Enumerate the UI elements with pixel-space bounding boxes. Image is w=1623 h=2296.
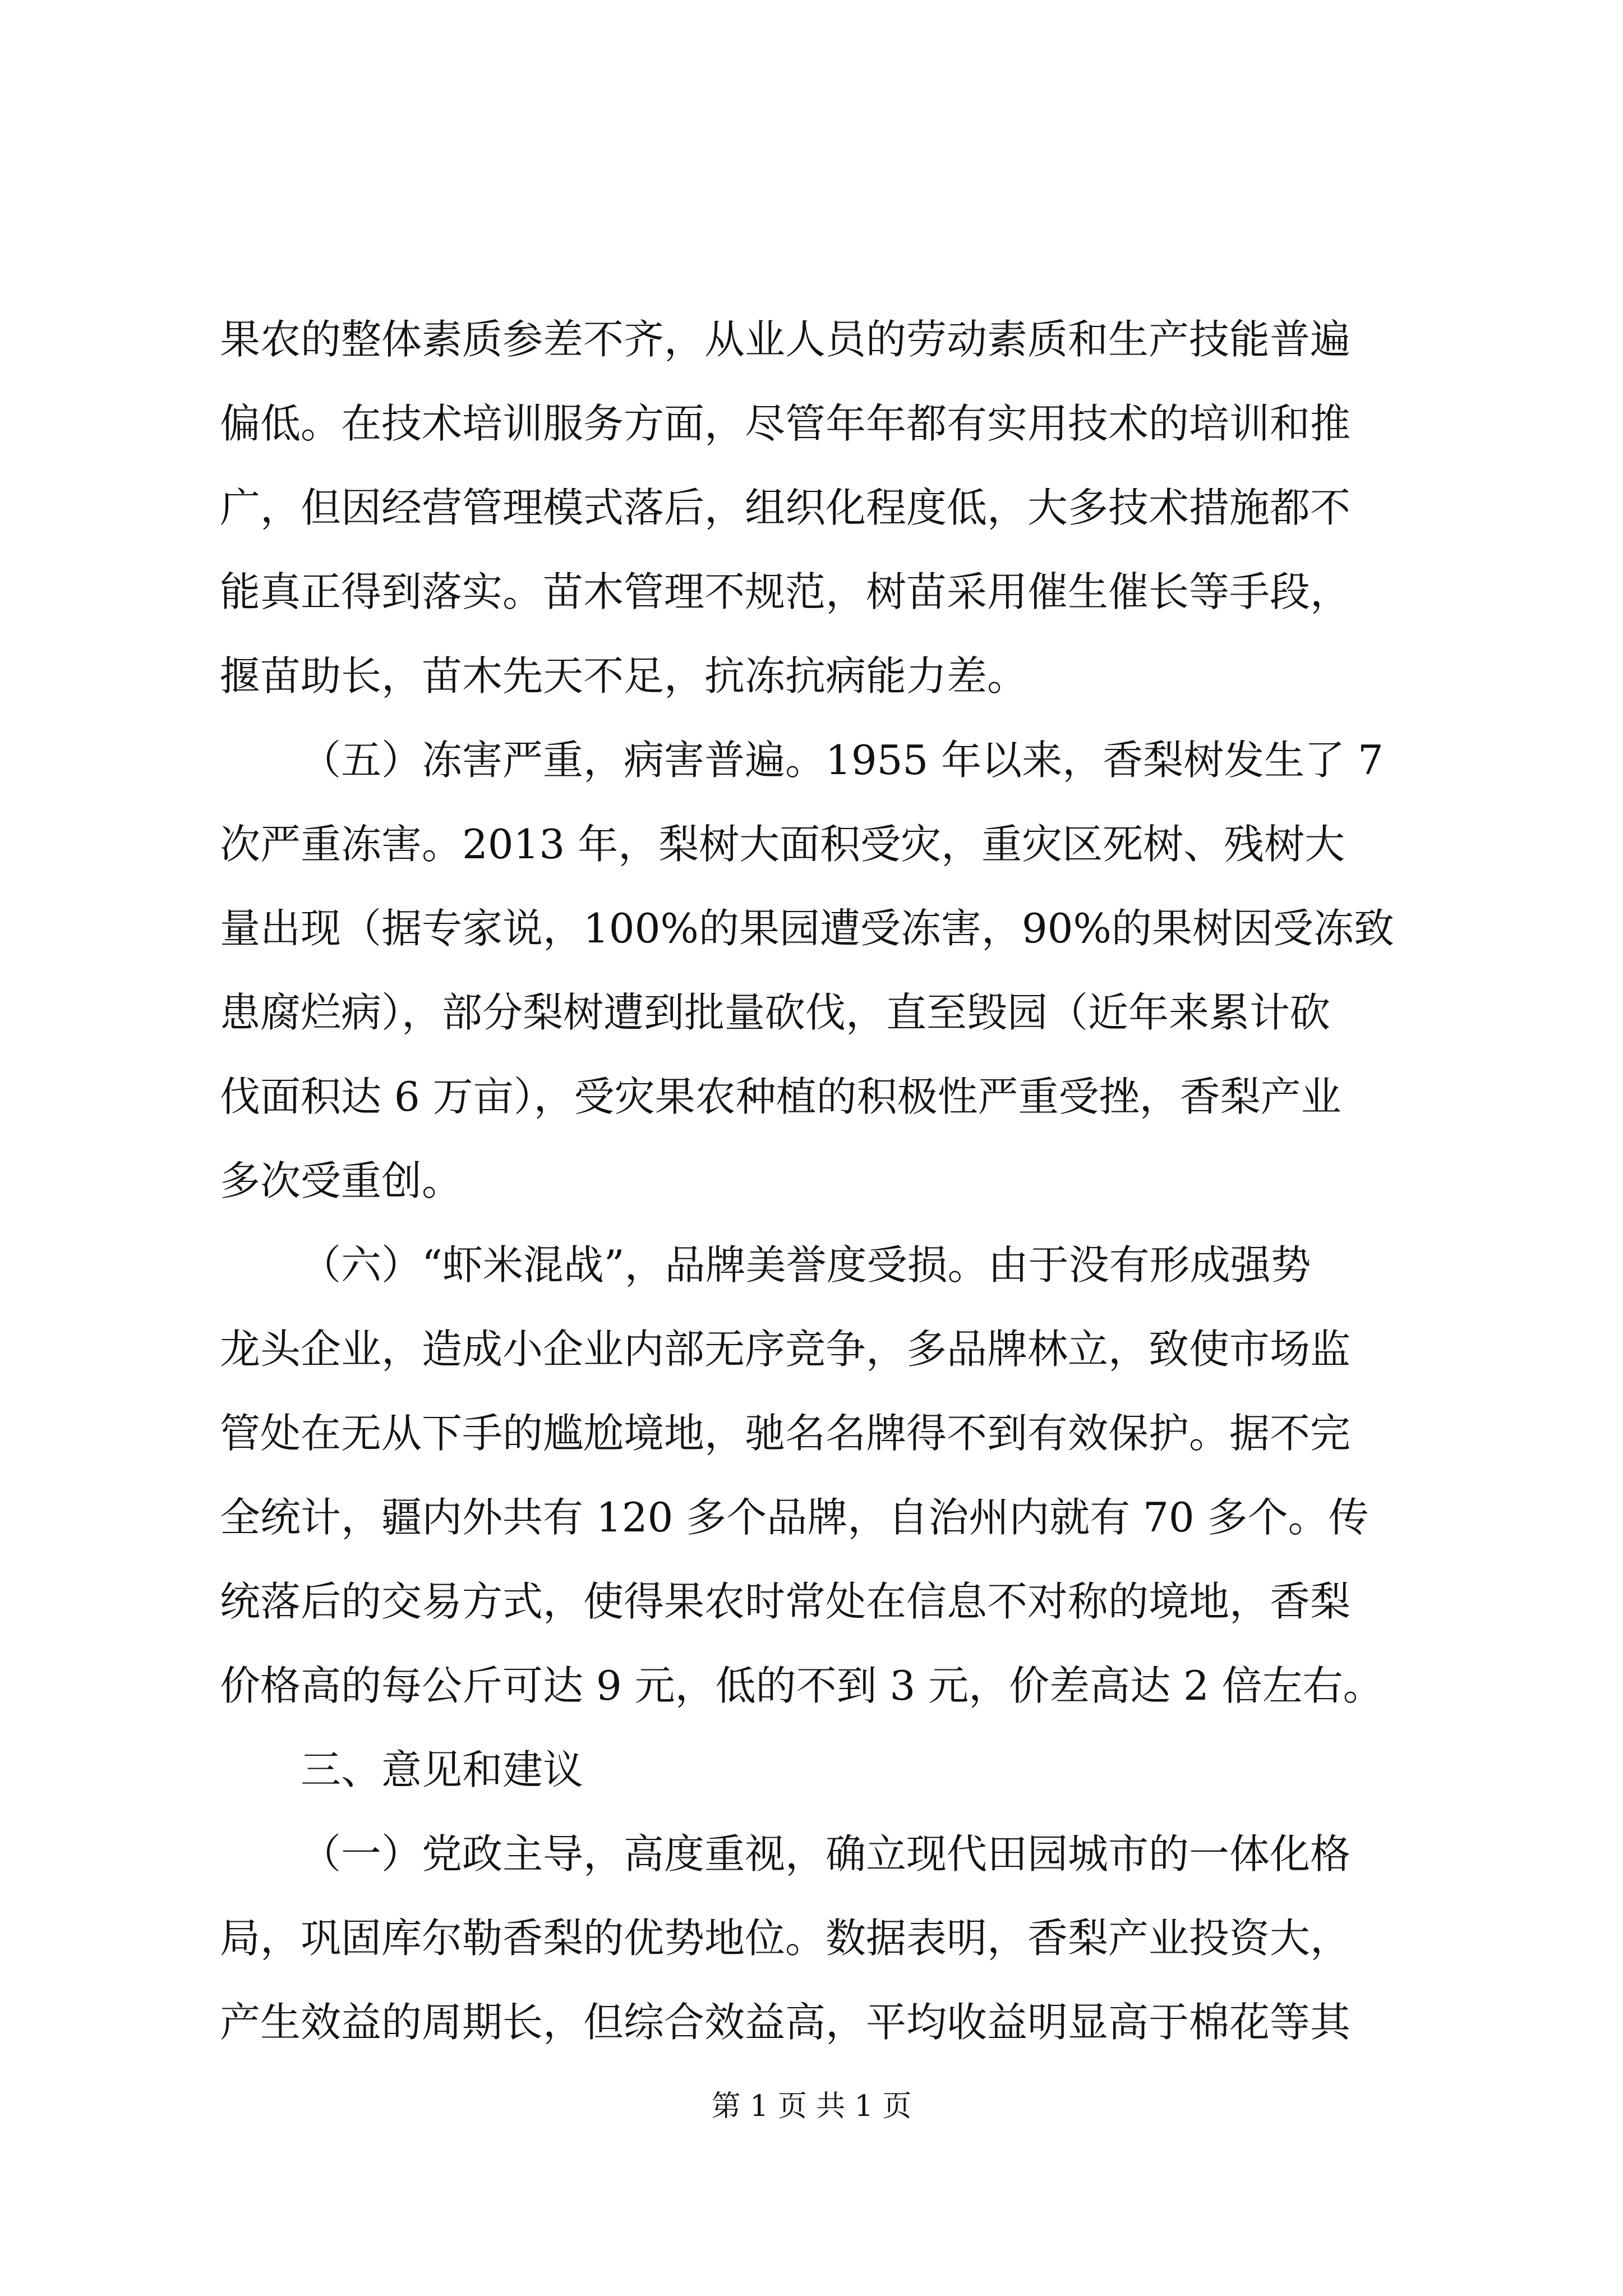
text-line: 果农的整体素质参差不齐，从业人员的劳动素质和生产技能普遍 xyxy=(220,316,1351,363)
text-line: 揠苗助长，苗木先天不足，抗冻抗病能力差。 xyxy=(220,652,1028,700)
text-line: 能真正得到落实。苗木管理不规范，树苗采用催生催长等手段， xyxy=(220,568,1351,615)
text-line: 全统计，疆内外共有 120 多个品牌，自治州内就有 70 多个。传 xyxy=(220,1494,1369,1541)
text-line: 产生效益的周期长，但综合效益高，平均收益明显高于棉花等其 xyxy=(220,1999,1351,2046)
section-heading-3: 三、意见和建议 xyxy=(301,1746,584,1793)
text-line: 多次受重创。 xyxy=(220,1157,463,1204)
page-footer: 第 1 页 共 1 页 xyxy=(711,2090,912,2123)
section-heading-6: （六）“虾米混战”，品牌美誉度受损。由于没有形成强势 xyxy=(301,1241,1311,1289)
text-line: 龙头企业，造成小企业内部无序竞争，多品牌林立，致使市场监 xyxy=(220,1326,1351,1373)
text-line: 次严重冻害。2013 年，梨树大面积受灾，重灾区死树、残树大 xyxy=(220,821,1345,868)
text-line: 价格高的每公斤可达 9 元，低的不到 3 元，价差高达 2 倍左右。 xyxy=(220,1662,1384,1709)
section-heading-5: （五）冻害严重，病害普遍。1955 年以来，香梨树发生了 7 xyxy=(301,737,1384,784)
body-text xyxy=(220,297,1414,2064)
text-line: 统落后的交易方式，使得果农时常处在信息不对称的境地，香梨 xyxy=(220,1578,1351,1625)
subsection-heading-1: （一）党政主导，高度重视，确立现代田园城市的一体化格 xyxy=(301,1830,1351,1878)
text-line: 量出现（据专家说，100%的果园遭受冻害，90%的果树因受冻致 xyxy=(220,905,1394,952)
text-line: 广，但因经营管理模式落后，组织化程度低，大多技术措施都不 xyxy=(220,484,1351,531)
text-line: 患腐烂病），部分梨树遭到批量砍伐，直至毁园（近年来累计砍 xyxy=(220,989,1331,1036)
text-line: 管处在无从下手的尴尬境地，驰名名牌得不到有效保护。据不完 xyxy=(220,1410,1351,1457)
text-line: 局，巩固库尔勒香梨的优势地位。数据表明，香梨产业投资大， xyxy=(220,1915,1351,1962)
text-line: 伐面积达 6 万亩），受灾果农种植的积极性严重受挫，香梨产业 xyxy=(220,1073,1341,1120)
text-line: 偏低。在技术培训服务方面，尽管年年都有实用技术的培训和推 xyxy=(220,400,1351,447)
